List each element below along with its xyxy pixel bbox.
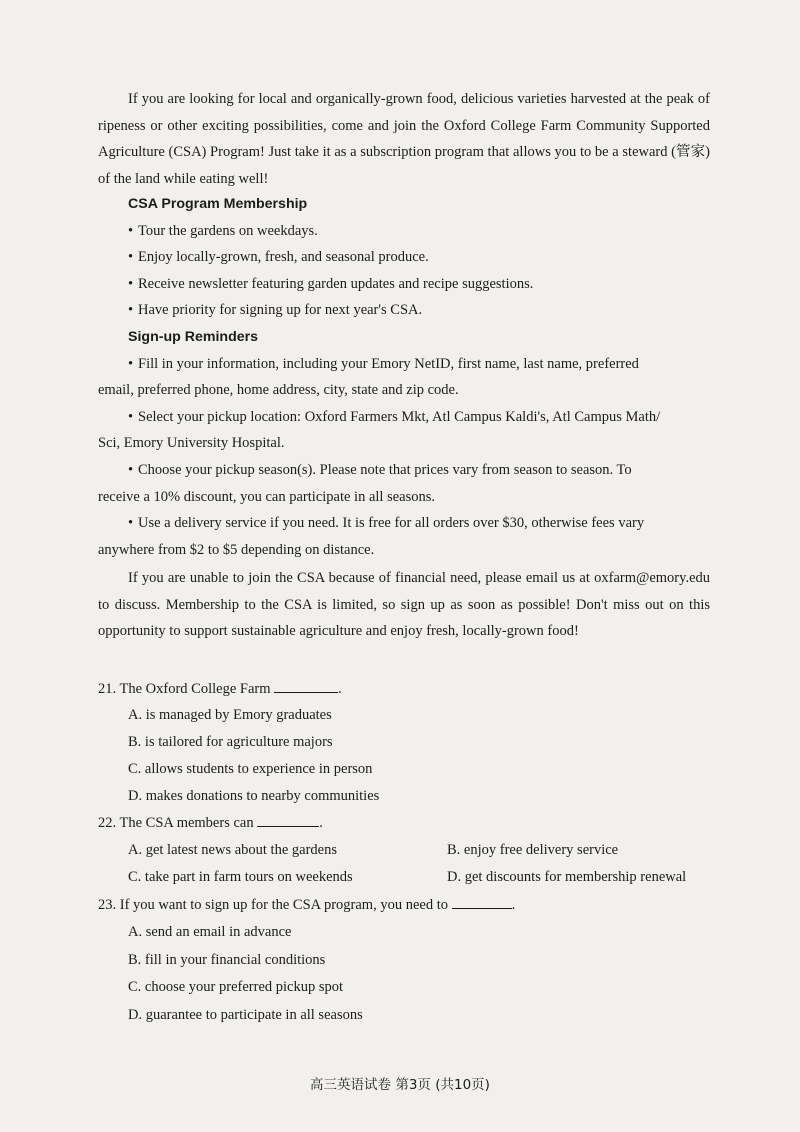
question-22-option-d: D. get discounts for membership renewal bbox=[447, 869, 687, 885]
question-23-option-c: C. choose your preferred pickup spot bbox=[128, 979, 344, 995]
page-footer: 高三英语试卷 第3页 (共10页) bbox=[310, 1077, 490, 1093]
intro-paragraph: If you are looking for local and organically-grown food, delicious varieties harvested at the peak of ripeness or other exciting possibilities, come and join the Oxford College Farm Community Supported Agriculture (CSA) Program! Just take it as a subscription program that allows you to be a steward (管家) of the land while eating well! bbox=[98, 91, 710, 187]
bullet-icon: • bbox=[128, 223, 134, 239]
question-23-option-a: A. send an email in advance bbox=[128, 924, 292, 940]
closing-paragraph: If you are unable to join the CSA because of financial need, please email us at oxfarm@emory.edu to discuss. Membership to the CSA is limited, so sign up as soon as possible! Don't miss out on this opportunity to support sustainable agriculture and enjoy fresh, locally-grown food! bbox=[98, 570, 710, 640]
membership-item: • Have priority for signing up for next year's CSA. bbox=[128, 302, 423, 318]
answer-blank bbox=[257, 814, 319, 827]
reminder-item: • Choose your pickup season(s). Please note that prices vary from season to season. To bbox=[128, 462, 632, 478]
membership-item: • Enjoy locally-grown, fresh, and seasonal produce. bbox=[128, 249, 429, 265]
bullet-icon: • bbox=[128, 276, 134, 292]
question-22-stem: 22. The CSA members can . bbox=[98, 815, 323, 831]
bullet-icon: • bbox=[128, 409, 134, 425]
reminder-item-cont: Sci, Emory University Hospital. bbox=[98, 435, 285, 451]
question-21-option-d: D. makes donations to nearby communities bbox=[128, 788, 380, 804]
question-22-option-a: A. get latest news about the gardens bbox=[128, 842, 337, 858]
reminder-item-cont: anywhere from $2 to $5 depending on distance. bbox=[98, 542, 375, 558]
membership-heading: CSA Program Membership bbox=[128, 196, 308, 212]
question-21-option-b: B. is tailored for agriculture majors bbox=[128, 734, 333, 750]
answer-blank bbox=[274, 680, 338, 693]
question-22-option-b: B. enjoy free delivery service bbox=[447, 842, 619, 858]
reminder-item: • Fill in your information, including your Emory NetID, first name, last name, preferred bbox=[128, 356, 639, 372]
question-21-option-a: A. is managed by Emory graduates bbox=[128, 707, 332, 723]
question-23-option-b: B. fill in your financial conditions bbox=[128, 952, 326, 968]
question-23-stem: 23. If you want to sign up for the CSA program, you need to . bbox=[98, 897, 516, 913]
reminder-item: • Use a delivery service if you need. It is free for all orders over $30, otherwise fees vary bbox=[128, 515, 645, 531]
bullet-icon: • bbox=[128, 356, 134, 372]
membership-item: • Tour the gardens on weekdays. bbox=[128, 223, 318, 239]
reminder-item-cont: receive a 10% discount, you can participate in all seasons. bbox=[98, 489, 436, 505]
question-22-option-c: C. take part in farm tours on weekends bbox=[128, 869, 353, 885]
membership-item: • Receive newsletter featuring garden updates and recipe suggestions. bbox=[128, 276, 534, 292]
reminders-heading: Sign-up Reminders bbox=[128, 329, 259, 345]
reminder-item: • Select your pickup location: Oxford Farmers Mkt, Atl Campus Kaldi's, Atl Campus Math/ bbox=[128, 409, 661, 425]
answer-blank bbox=[452, 896, 512, 909]
reminder-item-cont: email, preferred phone, home address, city, state and zip code. bbox=[98, 382, 459, 398]
bullet-icon: • bbox=[128, 302, 134, 318]
bullet-icon: • bbox=[128, 462, 134, 478]
bullet-icon: • bbox=[128, 515, 134, 531]
question-23-option-d: D. guarantee to participate in all seasons bbox=[128, 1007, 363, 1023]
question-21-option-c: C. allows students to experience in person bbox=[128, 761, 373, 777]
bullet-icon: • bbox=[128, 249, 134, 265]
question-21-stem: 21. The Oxford College Farm . bbox=[98, 681, 342, 697]
